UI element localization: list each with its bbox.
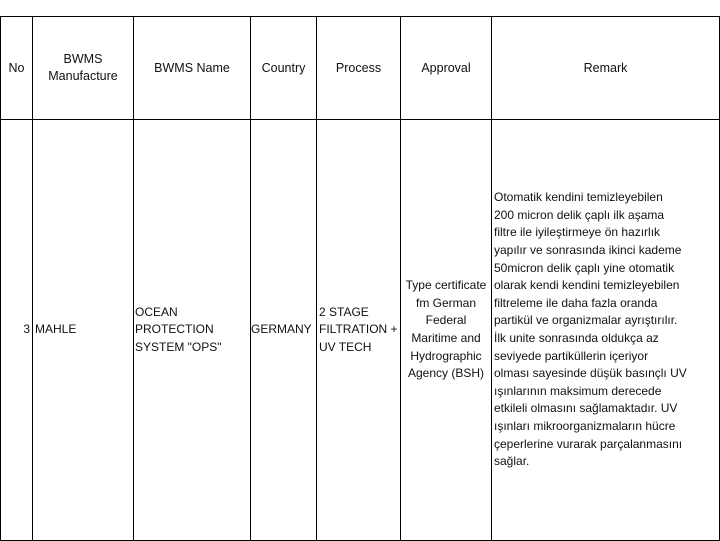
cell-bwms-name: OCEAN PROTECTION SYSTEM "OPS" bbox=[134, 120, 251, 541]
cell-approval: Type certificate fm German Federal Maritime and Hydrographic Agency (BSH) bbox=[401, 120, 492, 541]
table-row bbox=[1, 120, 720, 541]
header-approval: Approval bbox=[401, 17, 492, 120]
cell-remark: Otomatik kendini temizleyebilen 200 micron delik çaplı ilk aşama filtre ile iyileştirmeye ön hazırlık yapılır ve sonrasında ikinci kademe 50micron delik çaplı yine otomatik olarak kendi kendini temizleyebilen filtreleme ile daha fazla oranda partikül ve organizmalar ayrıştırılır. İlk unite sonrasında oldukça az seviyede partiküllerin içeriyor olması sayesinde düşük basınçlı UV ışınlarının maksimum derecede etkileli olmasını sağlamaktadır. UV ışınları mikroorganizmaların hücre çeperlerine vurarak parçalanmasını sağlar. bbox=[492, 120, 720, 541]
header-process: Process bbox=[317, 17, 401, 120]
header-manufacture: BWMS Manufacture bbox=[33, 17, 134, 120]
header-no: No bbox=[1, 17, 33, 120]
cell-country: GERMANY bbox=[251, 120, 317, 541]
header-remark: Remark bbox=[492, 17, 720, 120]
header-country: Country bbox=[251, 17, 317, 120]
bwms-table bbox=[0, 16, 720, 541]
cell-no: 3 bbox=[1, 120, 33, 541]
cell-manufacture: MAHLE bbox=[33, 120, 134, 541]
cell-process: 2 STAGE FILTRATION + UV TECH bbox=[317, 120, 401, 541]
header-bwms-name: BWMS Name bbox=[134, 17, 251, 120]
header-row bbox=[1, 17, 720, 120]
